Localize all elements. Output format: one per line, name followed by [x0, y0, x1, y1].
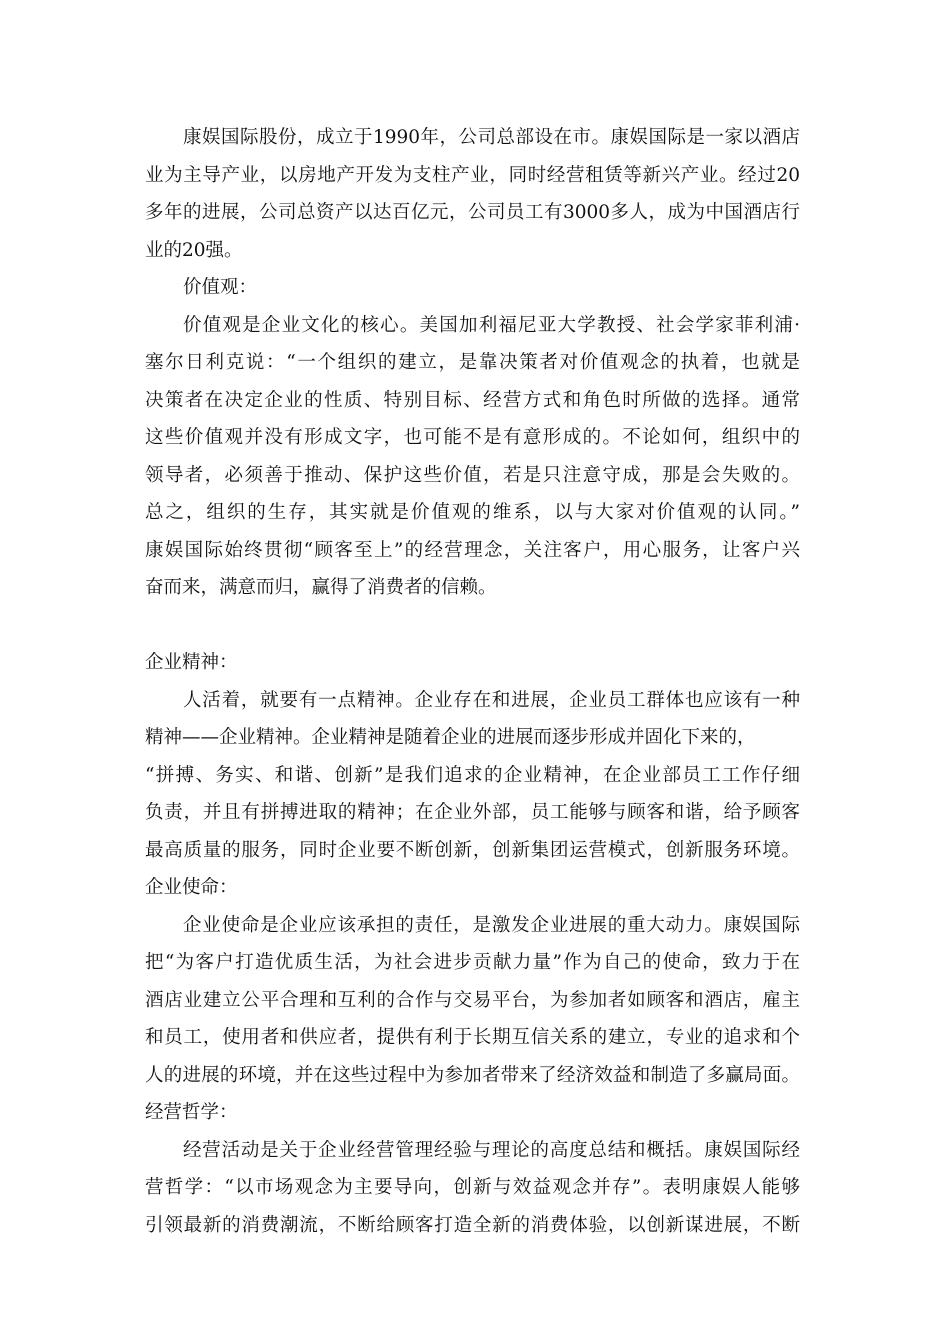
text-line: 精神——企业精神。企业精神是随着企业的进展而逐步形成并固化下来的，	[145, 727, 756, 748]
text-line: 经营活动是关于企业经营管理经验与理论的高度总结和概括。康娱国际经	[183, 1139, 800, 1161]
text-line: “拼搏、务实、和谐、创新”是我们追求的企业精神，在企业部员工工作仔细	[145, 764, 800, 786]
spirit-heading	[145, 644, 800, 682]
text-line: 人活着，就要有一点精神。企业存在和进展，企业员工群体也应该有一种	[183, 689, 800, 711]
spirit-paragraph	[145, 682, 800, 870]
mission-heading	[145, 869, 800, 907]
intro-paragraph	[145, 119, 800, 269]
text-line: 企业使命：	[145, 877, 238, 898]
text-line: 决策者在决定企业的性质、特别目标、经营方式和角色时所做的选择。通常	[145, 389, 800, 411]
text-line: 价值观：	[183, 277, 258, 298]
text-line: 业的20强。	[145, 239, 243, 261]
text-line: 营哲学：“以市场观念为主要导向，创新与效益观念并存”。表明康娱人能够	[145, 1177, 800, 1198]
text-line: 康娱国际始终贯彻“顾客至上”的经营理念，关注客户，用心服务，让客户兴	[145, 539, 800, 561]
philosophy-heading	[145, 1094, 800, 1132]
text-line: 和员工，使用者和供应者，提供有利于长期互信关系的建立，专业的追求和个	[145, 1027, 800, 1048]
text-line: 这些价值观并没有形成文字，也可能不是有意形成的。不论如何，组织中的	[145, 427, 800, 448]
text-line: 价值观是企业文化的核心。美国加利福尼亚大学教授、社会学家菲利浦·	[183, 314, 800, 336]
text-line: 酒店业建立公平合理和互利的合作与交易平台，为参加者如顾客和酒店，雇主	[145, 989, 800, 1011]
text-line: 多年的进展，公司总资产以达百亿元，公司员工有3000多人，成为中国酒店行	[145, 202, 800, 223]
document-body	[145, 119, 800, 1244]
text-line: 负责，并且有拼搏进取的精神；在企业外部，员工能够与顾客和谐，给予顾客	[145, 802, 800, 823]
text-line: 企业使命是企业应该承担的责任，是激发企业进展的重大动力。康娱国际	[183, 914, 800, 936]
text-line: 康娱国际股份，成立于1990年，公司总部设在市。康娱国际是一家以酒店	[183, 127, 800, 148]
text-line: 经营哲学：	[145, 1102, 238, 1123]
text-line: 业为主导产业，以房地产开发为支柱产业，同时经营租赁等新兴产业。经过20	[145, 164, 800, 186]
blank-line	[145, 607, 800, 645]
text-line: 引领最新的消费潮流，不断给顾客打造全新的消费体验，以创新谋进展，不断	[145, 1214, 800, 1236]
text-line: 奋而来，满意而归，赢得了消费者的信赖。	[145, 577, 497, 598]
text-line: 总之，组织的生存，其实就是价值观的维系，以与大家对价值观的认同。”	[145, 502, 800, 523]
text-line: 领导者，必须善于推动、保护这些价值，若是只注意守成，那是会失败的。	[145, 464, 800, 486]
philosophy-paragraph	[145, 1132, 800, 1245]
text-line: 最高质量的服务，同时企业要不断创新，创新集团运营模式，创新服务环境。	[145, 839, 800, 861]
text-line: 人的进展的环境，并在这些过程中为参加者带来了经济效益和制造了多赢局面。	[145, 1064, 800, 1086]
text-line: 企业精神：	[145, 652, 238, 673]
text-line: 把“为客户打造优质生活，为社会进步贡献力量”作为自己的使命，致力于在	[145, 952, 800, 973]
values-heading	[145, 269, 800, 307]
text-line: 塞尔日利克说：“一个组织的建立，是靠决策者对价值观念的执着，也就是	[145, 352, 800, 373]
mission-paragraph	[145, 907, 800, 1095]
values-paragraph	[145, 307, 800, 607]
